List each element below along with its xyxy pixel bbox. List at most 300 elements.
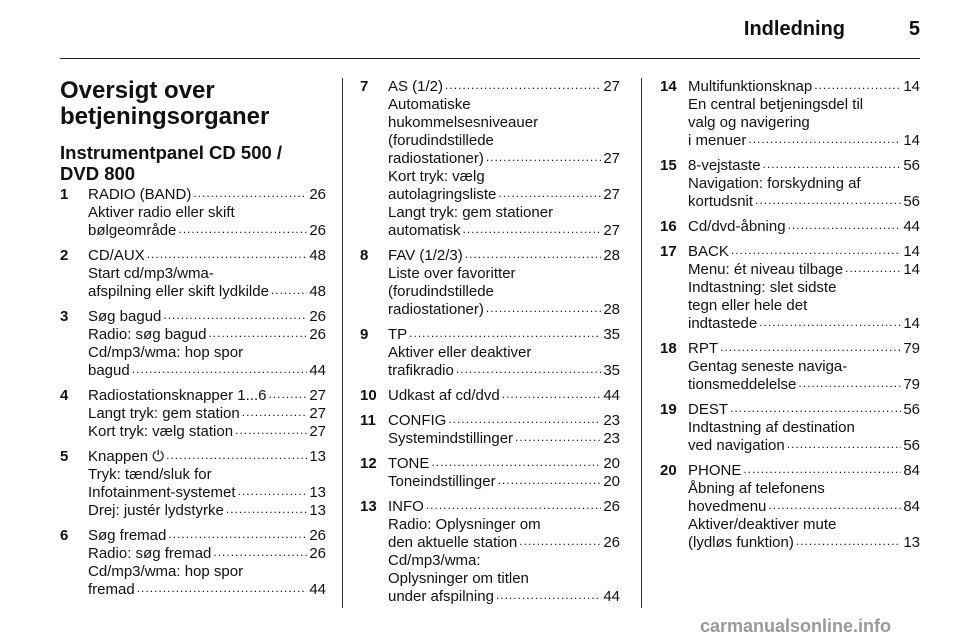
line-text: Cd/mp3/wma: [388, 552, 481, 569]
control-description [688, 78, 920, 150]
page-reference: 13 [309, 502, 326, 519]
line-text: bagud [88, 362, 130, 379]
dot-leader [238, 484, 308, 502]
page-reference: 26 [603, 534, 620, 551]
line-text: Multifunktionsknap [688, 78, 813, 95]
control-description [88, 387, 326, 441]
line-text: Radio: søg bagud [88, 326, 207, 343]
line-text: Cd/mp3/wma: hop spor [88, 563, 244, 580]
control-number: 4 [60, 387, 69, 404]
dot-leader [132, 362, 308, 380]
description-line [88, 204, 326, 222]
page-reference: 27 [603, 186, 620, 203]
description-line [688, 132, 920, 150]
description-line [688, 534, 920, 552]
dot-leader [163, 308, 307, 326]
line-text: Aktiver radio eller skift [88, 204, 235, 221]
page-reference: 56 [903, 401, 920, 418]
control-number: 18 [660, 340, 677, 357]
line-text: tionsmeddelelse [688, 376, 797, 393]
description-line [388, 186, 620, 204]
description-line [88, 448, 326, 466]
control-description [88, 247, 326, 301]
description-line [88, 405, 326, 423]
description-line [688, 401, 920, 419]
line-text: Indtastning af destination [688, 419, 855, 436]
line-text: RPT [688, 340, 718, 357]
page-reference: 26 [309, 326, 326, 343]
control-description [388, 247, 620, 319]
column-3 [660, 78, 920, 559]
control-number: 6 [60, 527, 69, 544]
page-reference: 20 [603, 455, 620, 472]
dot-leader [845, 261, 901, 279]
control-number: 10 [360, 387, 377, 404]
line-text: automatisk [388, 222, 461, 239]
description-line [388, 168, 620, 186]
entry-list [360, 78, 620, 606]
line-text: PHONE [688, 462, 742, 479]
description-line [88, 326, 326, 344]
line-text: Cd/dvd-åbning [688, 218, 786, 235]
dot-leader [748, 132, 901, 150]
line-text: bølgeområde [88, 222, 177, 239]
page-reference: 27 [309, 405, 326, 422]
line-text: Toneindstillinger [388, 473, 496, 490]
control-entry [660, 401, 920, 455]
dot-leader [731, 243, 901, 261]
dot-leader [498, 186, 601, 204]
control-entry [360, 387, 620, 405]
page-reference: 26 [309, 186, 326, 203]
dot-leader [743, 462, 901, 480]
page-reference: 13 [309, 448, 326, 465]
page-reference: 27 [603, 78, 620, 95]
dot-leader [502, 387, 602, 405]
control-entry [360, 326, 620, 380]
dot-leader [486, 150, 601, 168]
dot-leader [787, 437, 902, 455]
dot-leader [720, 340, 901, 358]
description-line [88, 186, 326, 204]
line-text: kortudsnit [688, 193, 754, 210]
dot-leader [166, 448, 307, 466]
dot-leader [465, 247, 602, 265]
dot-leader [755, 193, 901, 211]
description-line [388, 412, 620, 430]
page-reference: 44 [903, 218, 920, 235]
line-text: Radiostationsknapper 1...6 [88, 387, 267, 404]
line-text: CONFIG [388, 412, 447, 429]
line-text: autolagringsliste [388, 186, 497, 203]
dot-leader [178, 222, 307, 240]
dot-leader [431, 455, 601, 473]
description-line [388, 150, 620, 168]
dot-leader [759, 315, 901, 333]
control-number: 19 [660, 401, 677, 418]
page-reference: 48 [309, 283, 326, 300]
line-text: FAV (1/2/3) [388, 247, 463, 264]
page-reference: 44 [603, 588, 620, 605]
line-text: Liste over favoritter [388, 265, 516, 282]
line-text: Knappen ⏻ [88, 448, 165, 465]
dot-leader [426, 498, 601, 516]
dot-leader [137, 581, 308, 599]
page-reference: 23 [603, 430, 620, 447]
description-line [388, 247, 620, 265]
dot-leader [268, 387, 307, 405]
description-line [688, 175, 920, 193]
control-description [88, 448, 326, 520]
line-text: RADIO (BAND) [88, 186, 192, 203]
description-line [88, 423, 326, 441]
control-entry [60, 186, 326, 240]
entry-list [660, 78, 920, 552]
description-line [688, 193, 920, 211]
page-reference: 26 [309, 545, 326, 562]
page-reference: 27 [603, 222, 620, 239]
dot-leader [193, 186, 307, 204]
description-line [688, 480, 920, 498]
line-text: hovedmenu [688, 498, 767, 515]
description-line [388, 362, 620, 380]
page-reference: 44 [309, 581, 326, 598]
dot-leader [798, 376, 901, 394]
dot-leader [515, 430, 601, 448]
line-text: Langt tryk: gem stationer [388, 204, 554, 221]
line-text: Langt tryk: gem station [88, 405, 240, 422]
line-text: trafikradio [388, 362, 454, 379]
line-text: Drej: justér lydstyrke [88, 502, 224, 519]
description-line [88, 283, 326, 301]
column-divider-2 [641, 78, 642, 608]
description-line [688, 516, 920, 534]
line-text: Start cd/mp3/wma- [88, 265, 214, 282]
line-text: Aktiver eller deaktiver [388, 344, 532, 361]
page-reference: 79 [903, 340, 920, 357]
control-number: 9 [360, 326, 369, 343]
control-number: 17 [660, 243, 677, 260]
control-number: 3 [60, 308, 69, 325]
description-line [688, 78, 920, 96]
line-text: valg og navigering [688, 114, 810, 131]
page-reference: 20 [603, 473, 620, 490]
description-line [388, 265, 620, 283]
dot-leader [409, 326, 601, 344]
description-line [388, 570, 620, 588]
control-entry [660, 462, 920, 552]
line-text: INFO [388, 498, 424, 515]
control-entry [660, 78, 920, 150]
control-number: 5 [60, 448, 69, 465]
control-entry [360, 498, 620, 606]
line-text: Cd/mp3/wma: hop spor [88, 344, 244, 361]
line-text: Gentag seneste naviga- [688, 358, 848, 375]
page-reference: 35 [603, 362, 620, 379]
control-description [688, 218, 920, 236]
control-entry [360, 247, 620, 319]
line-text: under afspilning [388, 588, 494, 605]
line-text: Kort tryk: vælg station [88, 423, 234, 440]
page-reference: 44 [309, 362, 326, 379]
page-reference: 14 [903, 243, 920, 260]
control-description [388, 387, 620, 405]
description-line [388, 498, 620, 516]
line-text: Navigation: forskydning af [688, 175, 861, 192]
description-line [88, 502, 326, 520]
line-text: Menu: ét niveau tilbage [688, 261, 844, 278]
description-line [688, 218, 920, 236]
description-line [88, 581, 326, 599]
control-entry [360, 455, 620, 491]
description-line [88, 247, 326, 265]
page-reference: 27 [309, 387, 326, 404]
line-text: Kort tryk: vælg [388, 168, 485, 185]
description-line [88, 387, 326, 405]
description-line [388, 222, 620, 240]
control-number: 2 [60, 247, 69, 264]
dot-leader [213, 545, 307, 563]
page-reference: 56 [903, 437, 920, 454]
page-number: 5 [908, 18, 920, 40]
line-text: TONE [388, 455, 430, 472]
control-entry [360, 412, 620, 448]
dot-leader [448, 412, 601, 430]
description-line [688, 498, 920, 516]
line-text: hukommelsesniveauer [388, 114, 539, 131]
description-line [388, 534, 620, 552]
description-line [688, 96, 920, 114]
description-line [388, 301, 620, 319]
description-line [688, 114, 920, 132]
control-description [688, 157, 920, 211]
page-reference: 28 [603, 301, 620, 318]
control-number: 20 [660, 462, 677, 479]
column-divider-1 [342, 78, 343, 608]
line-text: DEST [688, 401, 729, 418]
description-line [388, 516, 620, 534]
page-reference: 13 [903, 534, 920, 551]
page-reference: 84 [903, 462, 920, 479]
line-text: BACK [688, 243, 729, 260]
control-description [688, 243, 920, 333]
dot-leader [235, 423, 307, 441]
section-title: Indledning [743, 18, 845, 40]
page-reference: 14 [903, 132, 920, 149]
control-number: 14 [660, 78, 677, 95]
dot-leader [168, 527, 307, 545]
control-entry [60, 448, 326, 520]
page-reference: 56 [903, 193, 920, 210]
description-line [388, 455, 620, 473]
description-line [388, 204, 620, 222]
dot-leader [242, 405, 308, 423]
line-text: Aktiver/deaktiver mute [688, 516, 837, 533]
description-line [388, 473, 620, 491]
description-line [88, 344, 326, 362]
control-description [388, 412, 620, 448]
control-entry [60, 387, 326, 441]
control-description [688, 340, 920, 394]
line-text: Søg fremad [88, 527, 167, 544]
description-line [388, 344, 620, 362]
description-line [388, 387, 620, 405]
line-text: (forudindstillede [388, 132, 494, 149]
line-text: den aktuelle station [388, 534, 518, 551]
description-line [688, 340, 920, 358]
control-description [688, 462, 920, 552]
dot-leader [271, 283, 307, 301]
description-line [88, 563, 326, 581]
line-text: Indtastning: slet sidste [688, 279, 837, 296]
description-line [88, 362, 326, 380]
line-text: Udkast af cd/dvd [388, 387, 500, 404]
description-line [388, 96, 620, 114]
line-text: Radio: søg fremad [88, 545, 212, 562]
control-description [88, 308, 326, 380]
control-description [388, 78, 620, 240]
description-line [688, 358, 920, 376]
description-line [388, 552, 620, 570]
page-reference: 13 [309, 484, 326, 501]
line-text: Tryk: tænd/sluk for [88, 466, 212, 483]
line-text: AS (1/2) [388, 78, 444, 95]
page-heading: Oversigt over betjeningsorganer [60, 77, 270, 130]
line-text: radiostationer) [388, 301, 484, 318]
footer-watermark: carmanualsonline.info [700, 616, 892, 636]
line-text: tegn eller hele det [688, 297, 808, 314]
page-reference: 26 [309, 222, 326, 239]
control-entry [60, 527, 326, 599]
line-text: i menuer [688, 132, 747, 149]
dot-leader [486, 301, 601, 319]
line-text: Søg bagud [88, 308, 162, 325]
header-divider [60, 58, 920, 59]
line-text: (forudindstillede [388, 283, 494, 300]
description-line [388, 326, 620, 344]
description-line [388, 114, 620, 132]
control-number: 13 [360, 498, 377, 515]
dot-leader [498, 473, 602, 491]
control-number: 7 [360, 78, 369, 95]
line-text: Radio: Oplysninger om [388, 516, 541, 533]
control-entry [360, 78, 620, 240]
page-reference: 35 [603, 326, 620, 343]
description-line [88, 222, 326, 240]
description-line [388, 588, 620, 606]
description-line [688, 315, 920, 333]
description-line [688, 437, 920, 455]
description-line [88, 484, 326, 502]
page-reference: 84 [903, 498, 920, 515]
line-text: (lydløs funktion) [688, 534, 794, 551]
description-line [88, 308, 326, 326]
dot-leader [519, 534, 601, 552]
page-reference: 44 [603, 387, 620, 404]
control-description [88, 186, 326, 240]
description-line [388, 132, 620, 150]
page-reference: 26 [309, 308, 326, 325]
page-reference: 26 [603, 498, 620, 515]
page-reference: 14 [903, 261, 920, 278]
line-text: Automatiske [388, 96, 471, 113]
column-1 [60, 78, 326, 606]
dot-leader [496, 588, 601, 606]
description-line [688, 261, 920, 279]
description-line [388, 283, 620, 301]
control-description [388, 498, 620, 606]
dot-leader [456, 362, 601, 380]
line-text: afspilning eller skift lydkilde [88, 283, 269, 300]
control-entry [60, 247, 326, 301]
line-text: Åbning af telefonens [688, 480, 825, 497]
page-reference: 26 [309, 527, 326, 544]
dot-leader [814, 78, 901, 96]
column-2 [360, 78, 620, 613]
dot-leader [226, 502, 307, 520]
page-reference: 48 [309, 247, 326, 264]
dot-leader [788, 218, 902, 236]
control-entry [660, 218, 920, 236]
control-description [688, 401, 920, 455]
page-reference: 23 [603, 412, 620, 429]
description-line [688, 279, 920, 297]
control-number: 8 [360, 247, 369, 264]
control-description [88, 527, 326, 599]
page-reference: 28 [603, 247, 620, 264]
dot-leader [796, 534, 901, 552]
description-line [688, 243, 920, 261]
control-number: 1 [60, 186, 69, 203]
page-reference: 27 [309, 423, 326, 440]
description-line [688, 297, 920, 315]
dot-leader [208, 326, 307, 344]
line-text: TP [388, 326, 408, 343]
description-line [88, 527, 326, 545]
description-line [88, 545, 326, 563]
control-entry [60, 308, 326, 380]
control-number: 12 [360, 455, 377, 472]
line-text: 8-vejstaste [688, 157, 761, 174]
control-number: 11 [360, 412, 376, 429]
page-reference: 14 [903, 78, 920, 95]
line-text: Oplysninger om titlen [388, 570, 529, 587]
control-number: 15 [660, 157, 677, 174]
line-text: Systemindstillinger [388, 430, 514, 447]
line-text: radiostationer) [388, 150, 484, 167]
control-number: 16 [660, 218, 677, 235]
description-line [688, 376, 920, 394]
page-reference: 56 [903, 157, 920, 174]
line-text: CD/AUX [88, 247, 145, 264]
dot-leader [763, 157, 902, 175]
section-subheading: Instrumentpanel CD 500 / DVD 800 [60, 142, 283, 184]
line-text: fremad [88, 581, 135, 598]
line-text: indtastede [688, 315, 758, 332]
line-text: En central betjeningsdel til [688, 96, 864, 113]
control-description [388, 455, 620, 491]
description-line [88, 265, 326, 283]
dot-leader [730, 401, 901, 419]
page-reference: 27 [603, 150, 620, 167]
page-reference: 79 [903, 376, 920, 393]
control-entry [660, 243, 920, 333]
entry-list [60, 186, 326, 599]
dot-leader [147, 247, 308, 265]
line-text: ved navigation [688, 437, 785, 454]
description-line [388, 78, 620, 96]
control-entry [660, 157, 920, 211]
